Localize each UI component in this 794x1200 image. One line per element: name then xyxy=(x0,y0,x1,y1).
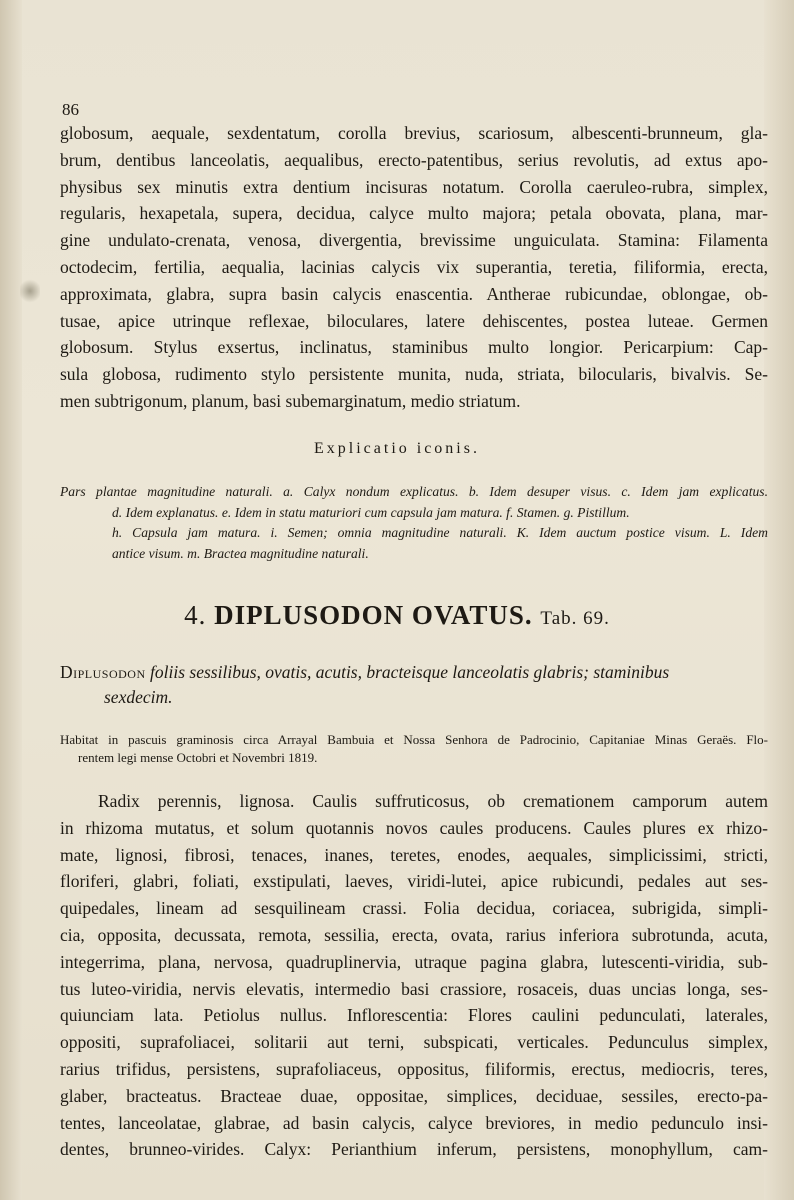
page-number: 86 xyxy=(62,100,79,119)
intro-line: globosum, aequale, sexdentatum, corolla brevius, scariosum, albescenti-brunneum, gla- xyxy=(60,123,768,143)
description-line: dentes, brunneo-virides. Calyx: Perianthium inferum, persistens, monophyllum, cam- xyxy=(60,1139,768,1160)
species-name: DIPLUSODON OVATUS. xyxy=(214,600,533,630)
habitat-line: Habitat in pascuis graminosis circa Arrayal Bambuia et Nossa Senhora de Padrocinio, Capitaniae Minas Geraës. Flo- xyxy=(60,732,768,747)
explicatio-heading: Explicatio iconis. xyxy=(314,440,480,457)
intro-line: globosum. Stylus exsertus, inclinatus, staminibus multo longior. Pericarpium: Cap- xyxy=(60,337,768,358)
description-line: cia, opposita, decussata, remota, sessilia, erecta, ovata, rarius inferiora subrotunda, acuta, xyxy=(60,924,768,945)
intro-line: regularis, hexapetala, supera, decidua, calyce multo majora; petala obovata, plana, mar- xyxy=(60,203,768,224)
intro-line: gine undulato-crenata, venosa, divergentia, brevissime unguiculata. Stamina: Filamenta xyxy=(60,230,768,251)
description-line: rarius trifidus, persistens, suprafoliaceus, oppositus, filiformis, erectus, mediocris, teres, xyxy=(60,1058,768,1079)
description-line: oppositi, suprafoliacei, solitarii aut terni, subspicati, verticales. Pedunculus simplex, xyxy=(60,1032,768,1053)
description-paragraph xyxy=(60,788,768,1163)
diagnosis-genus: Diplusodon xyxy=(60,662,146,682)
description-line: floriferi, glabri, foliati, exstipulati, laeves, viridi-lutei, apice rubicundi, pedales aut ses- xyxy=(60,871,768,892)
plate-reference: Tab. 69. xyxy=(540,608,610,629)
diagnosis-text: sexdecim. xyxy=(104,687,173,707)
diagnosis-text: foliis sessilibus, ovatis, acutis, bracteisque lanceolatis glabris; staminibus xyxy=(145,662,670,682)
species-title xyxy=(0,600,794,631)
paper-stain xyxy=(20,278,40,304)
description-line: in rhizoma mutatus, et solum quotannis novos caules producens. Caules plures ex rhizo- xyxy=(60,817,768,838)
legend-line: d. Idem explanatus. e. Idem in statu maturiori cum capsula jam matura. f. Stamen. g. Pistillum. xyxy=(112,504,630,520)
description-line: integerrima, plana, nervosa, quadruplinervia, utraque pagina glabra, lutescenti-viridia, sub- xyxy=(60,951,768,972)
intro-paragraph xyxy=(60,120,768,415)
habitat-line: rentem legi mense Octobri et Novembri 1819. xyxy=(78,749,318,765)
description-line: tentes, lanceolatae, glabrae, ad basin calycis, calyce breviores, in medio pedunculo insi- xyxy=(60,1112,768,1133)
description-line: quipedales, lineam ad sesquilineam crassi. Folia decidua, coriacea, subrigida, simpli- xyxy=(60,898,768,919)
intro-line: physibus sex minutis extra dentium incisuras notatum. Corolla caeruleo-rubra, simplex, xyxy=(60,176,768,197)
description-line: glaber, bracteatus. Bracteae duae, oppositae, simplices, deciduae, sessiles, erecto-pa- xyxy=(60,1085,768,1106)
description-line: Radix perennis, lignosa. Caulis suffruticosus, ob cremationem camporum autem xyxy=(98,791,768,811)
legend-line: antice visum. m. Bractea magnitudine naturali. xyxy=(112,545,369,561)
description-line: tus luteo-viridia, nervis elevatis, intermedio basi crassiore, rosaceis, duas uncias longa, ses- xyxy=(60,978,768,999)
legend-line: h. Capsula jam matura. i. Semen; omnia magnitudine naturali. K. Idem auctum postice visum. L. Idem xyxy=(112,525,768,541)
intro-line: sula globosa, rudimento stylo persistente munita, nuda, striata, bilocularis, bivalvis. Se- xyxy=(60,364,768,385)
species-number: 4. xyxy=(184,600,207,630)
intro-line: octodecim, fertilia, aequalia, lacinias calycis vix superantia, teretia, filiformia, erecta, xyxy=(60,256,768,277)
habitat-note xyxy=(60,731,768,766)
intro-line: brum, dentibus lanceolatis, aequalibus, erecto-patentibus, serius revolutis, ad extus apo- xyxy=(60,149,768,170)
intro-line: men subtrigonum, planum, basi subemarginatum, medio striatum. xyxy=(60,390,521,411)
diagnosis-line xyxy=(60,685,768,710)
intro-line: tusae, apice utrinque reflexae, biloculares, latere dehiscentes, postea luteae. Germen xyxy=(60,310,768,331)
description-line: mate, lignosi, fibrosi, tenaces, inanes, teretes, enodes, aequales, simplicissimi, stricti, xyxy=(60,844,768,865)
diagnosis-line xyxy=(60,660,768,685)
intro-line: approximata, glabra, supra basin calycis enascentia. Antherae rubicundae, oblongae, ob- xyxy=(60,283,768,304)
figure-legend xyxy=(60,482,768,564)
legend-line: Pars plantae magnitudine naturali. a. Calyx nondum explicatus. b. Idem desuper visus. c. Idem jam explicatus. xyxy=(60,484,768,499)
description-line: quiunciam lata. Petiolus nullus. Inflorescentia: Flores caulini pedunculati, laterales, xyxy=(60,1005,768,1026)
diagnosis xyxy=(60,660,768,710)
